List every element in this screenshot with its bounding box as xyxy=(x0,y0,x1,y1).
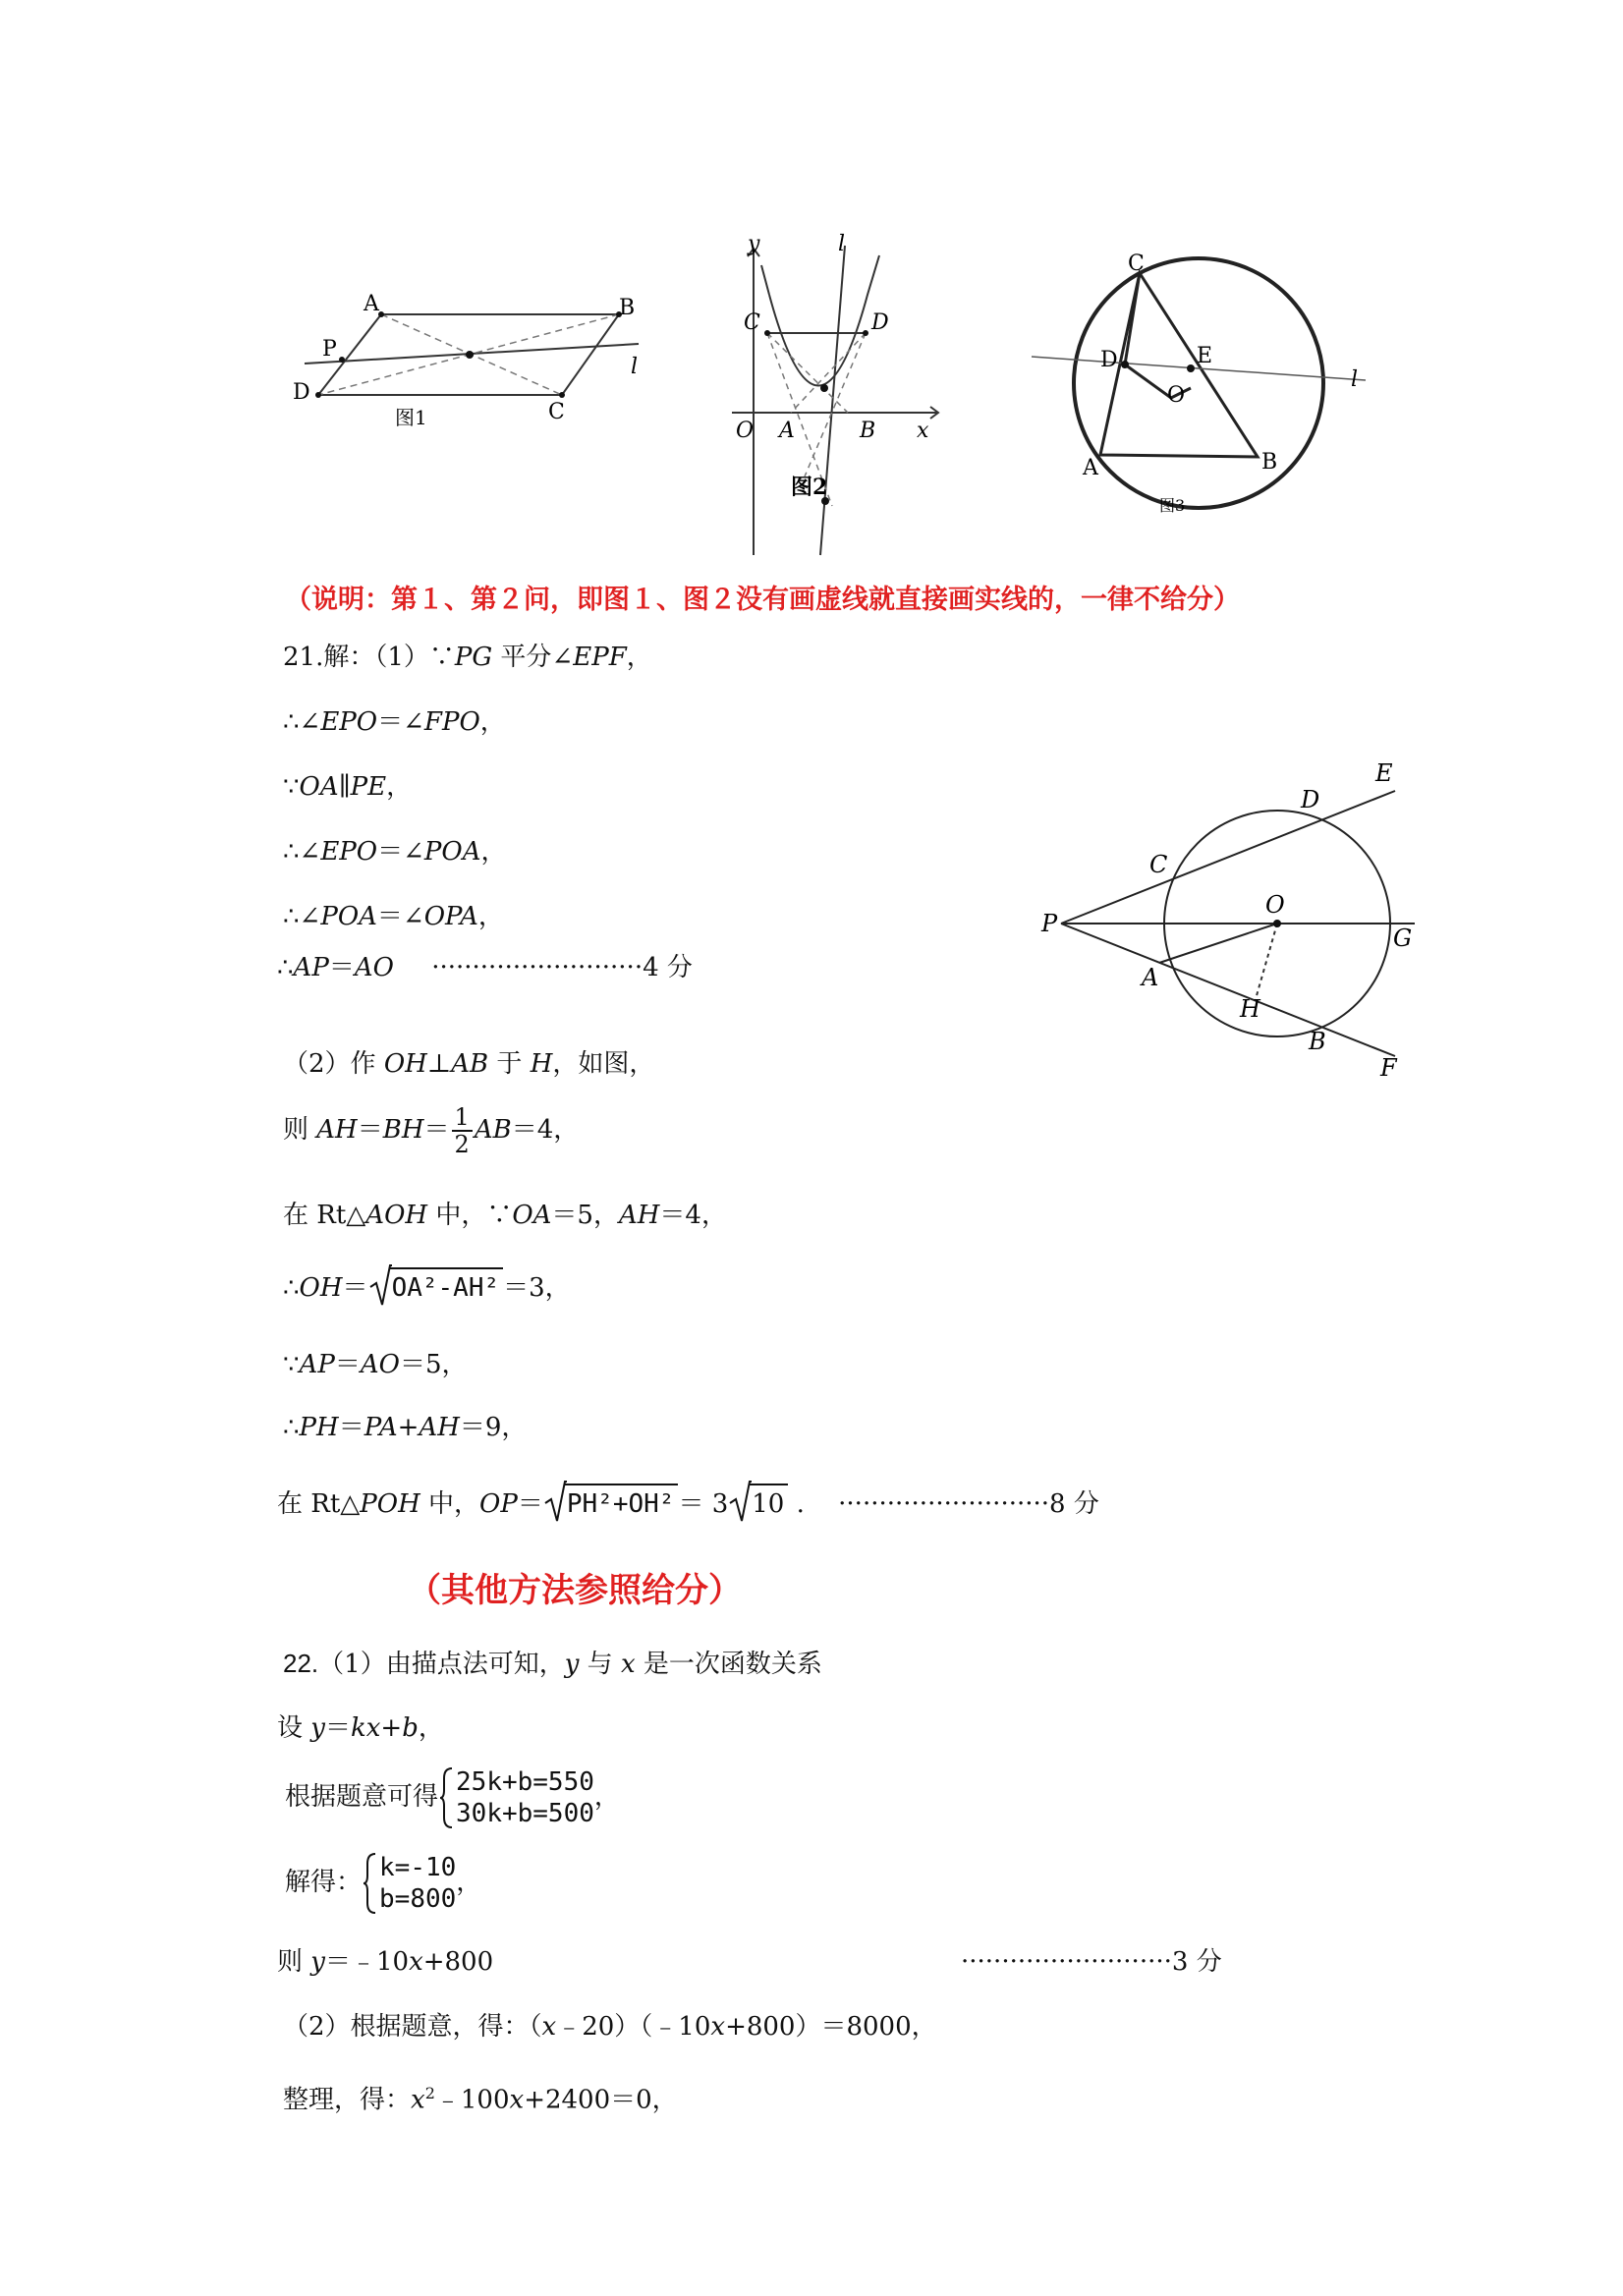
label-D: D xyxy=(1100,348,1118,372)
figure-3 xyxy=(1022,251,1385,516)
q22-line-3: 根据题意可得 25k+b=550 30k+b=500 ， xyxy=(285,1767,620,1828)
label-P: P xyxy=(322,337,337,362)
label-G: G xyxy=(1393,924,1413,952)
label-P: P xyxy=(1041,910,1058,937)
label-l: l xyxy=(838,232,846,256)
label-l: l xyxy=(631,355,639,379)
q21-line-6: ∴AP＝AO ··························4 分 xyxy=(277,953,693,982)
label-y: y xyxy=(748,232,760,256)
grading-note: （说明：第１、第２问，即图１、图２没有画虚线就直接画实线的，一律不给分） xyxy=(285,585,1240,615)
label-A: A xyxy=(779,419,795,443)
q22-line-6: （2）根据题意，得：（x﹣20）（﹣10x+800）＝8000， xyxy=(283,2012,937,2042)
q22-line-2: 设 y＝kx+b， xyxy=(277,1713,444,1743)
score-3: ··························3 分 xyxy=(961,1947,1222,1977)
solution-system: k=-10 b=800 xyxy=(362,1852,456,1915)
score-8: ··························8 分 xyxy=(838,1489,1099,1519)
sqrt-expression: PH²+OH² xyxy=(543,1484,679,1521)
label-D: D xyxy=(871,310,889,335)
label-B: B xyxy=(1309,1028,1326,1055)
q22-line-4: 解得： k=-10 b=800 ， xyxy=(285,1853,482,1914)
label-C: C xyxy=(1128,252,1145,276)
q21-line-12: ∴PH＝PA+AH＝9， xyxy=(283,1413,528,1442)
label-O: O xyxy=(1167,383,1186,408)
label-D: D xyxy=(293,380,310,405)
figure-3-caption: 图3 xyxy=(1159,496,1186,515)
figure-2-caption: 图2 xyxy=(791,475,828,500)
label-H: H xyxy=(1240,995,1260,1023)
equation-system: 25k+b=550 30k+b=500 xyxy=(438,1766,594,1829)
label-O: O xyxy=(1265,891,1285,919)
figure-21 xyxy=(1032,752,1425,1086)
label-l: l xyxy=(1351,367,1359,392)
label-D: D xyxy=(1301,786,1320,813)
q21-line-5: ∴∠POA＝∠OPA， xyxy=(283,902,504,931)
label-B: B xyxy=(860,419,876,443)
figure-1 xyxy=(285,285,658,442)
q22-line-7: 整理，得：$x^2﹣100x+2400=0$， xyxy=(283,2084,678,2115)
q21-line-13: 在 Rt△POH 中，OP＝ PH²+OH² ＝ 3 10 . ··························8 分 xyxy=(277,1484,1099,1521)
label-E: E xyxy=(1375,759,1393,787)
q22-line-5: 则 y＝﹣10x+800 xyxy=(277,1947,494,1977)
label-C: C xyxy=(1149,851,1168,878)
label-E: E xyxy=(1197,344,1213,368)
score-4: ··························4 分 xyxy=(431,953,693,982)
label-x: x xyxy=(917,419,929,443)
label-C: C xyxy=(744,310,760,335)
label-A: A xyxy=(1142,964,1159,991)
label-A: A xyxy=(1083,456,1098,480)
q21-line-2: ∴∠EPO＝∠FPO， xyxy=(283,707,506,737)
sqrt-expression: OA²-AH² xyxy=(368,1267,504,1305)
label-B: B xyxy=(1261,450,1278,475)
q21-line-3: ∵OA∥PE， xyxy=(283,772,413,802)
q21-line-7: （2）作 OH⊥AB 于 H，如图， xyxy=(283,1049,655,1079)
label-A: A xyxy=(364,292,379,316)
q21-line-8: 则 AH＝BH＝ $\frac{1}{2}$ AB＝4， xyxy=(283,1103,580,1158)
q21-line-10: ∴OH＝ OA²-AH² ＝3， xyxy=(283,1267,571,1305)
q21-line-4: ∴∠EPO＝∠POA， xyxy=(283,837,507,867)
other-methods-note: （其他方法参照给分） xyxy=(408,1571,742,1610)
q21-line-1: 21.解：（1）∵PG 平分∠EPF， xyxy=(283,643,652,672)
sqrt-ten: 10 xyxy=(728,1484,788,1521)
fraction-one-half: $\frac{1}{2}$ xyxy=(452,1104,473,1157)
q22-line-1: 22.（1）由描点法可知，y 与 x 是一次函数关系 xyxy=(283,1649,822,1679)
q21-line-11: ∵AP＝AO＝5， xyxy=(283,1350,468,1379)
label-F: F xyxy=(1380,1054,1397,1082)
q21-line-9: 在 Rt△AOH 中，∵OA＝5，AH＝4， xyxy=(283,1201,727,1230)
label-B: B xyxy=(619,296,636,320)
label-O: O xyxy=(736,419,755,443)
label-C: C xyxy=(548,400,565,424)
figure-2 xyxy=(722,231,948,560)
figure-1-caption: 图1 xyxy=(395,406,427,429)
